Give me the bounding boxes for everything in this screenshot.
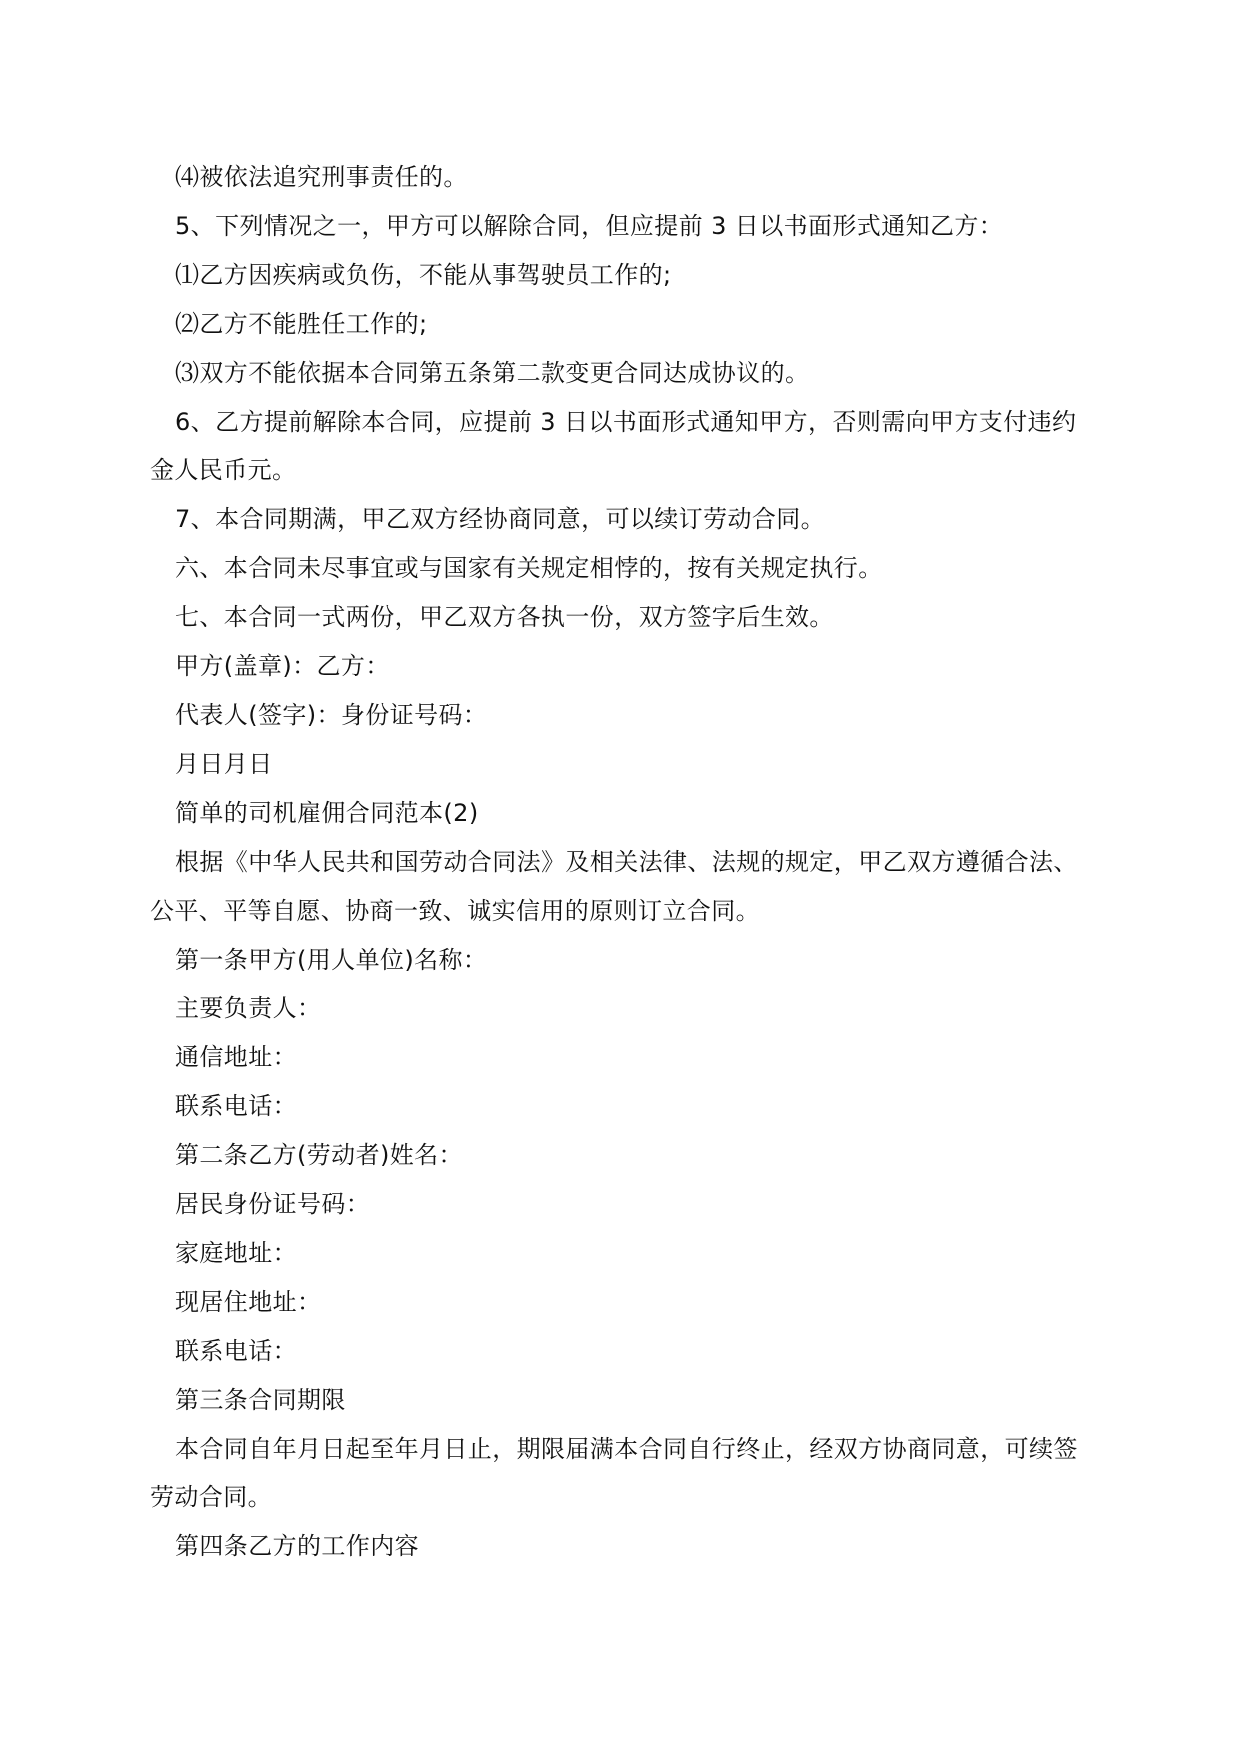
paragraph-section-6: 六、本合同未尽事宜或与国家有关规定相悖的，按有关规定执行。 [175, 554, 883, 583]
paragraph-clause-6: 6、乙方提前解除本合同，应提前 3 日以书面形式通知甲方，否则需向甲方支付违约金人民币元。 [150, 407, 1077, 485]
article-1-employer-name: 第一条甲方(用人单位)名称： [175, 945, 488, 974]
article-4-heading: 第四条乙方的工作内容 [175, 1532, 419, 1561]
paragraph-clause-5-1: ⑴乙方因疾病或负伤，不能从事驾驶员工作的; [175, 260, 672, 289]
field-current-address: 现居住地址： [175, 1287, 322, 1316]
contract-title: 简单的司机雇佣合同范本(2) [175, 798, 479, 827]
paragraph-clause-4-4: ⑷被依法追究刑事责任的。 [175, 163, 468, 191]
paragraph-clause-7: 7、本合同期满，甲乙双方经协商同意，可以续订劳动合同。 [175, 505, 826, 534]
field-mailing-address: 通信地址： [175, 1043, 297, 1072]
article-3-body: 本合同自年月日起至年月日止，期限届满本合同自行终止，经双方协商同意，可续签劳动合同。 [150, 1434, 1078, 1512]
field-home-address: 家庭地址： [175, 1238, 297, 1267]
signature-party-line: 甲方(盖章)：乙方： [175, 652, 390, 681]
document-body [150, 153, 1100, 1571]
signature-date-line: 月日月日 [175, 749, 273, 778]
article-3-heading: 第三条合同期限 [175, 1385, 346, 1414]
article-2-employee-name: 第二条乙方(劳动者)姓名： [175, 1141, 463, 1170]
signature-representative-line: 代表人(签字)：身份证号码： [175, 700, 488, 729]
field-employer-phone: 联系电话： [175, 1092, 297, 1121]
field-employee-phone: 联系电话： [175, 1336, 297, 1365]
contract-preamble: 根据《中华人民共和国劳动合同法》及相关法律、法规的规定，甲乙双方遵循合法、公平、平等自愿、协商一致、诚实信用的原则订立合同。 [150, 847, 1078, 925]
field-id-number: 居民身份证号码： [175, 1190, 371, 1219]
paragraph-section-7: 七、本合同一式两份，甲乙双方各执一份，双方签字后生效。 [175, 603, 834, 632]
paragraph-clause-5: 5、下列情况之一，甲方可以解除合同，但应提前 3 日以书面形式通知乙方： [175, 211, 1004, 240]
paragraph-clause-5-2: ⑵乙方不能胜任工作的; [175, 309, 428, 338]
field-principal: 主要负责人： [175, 994, 322, 1023]
paragraph-clause-5-3: ⑶双方不能依据本合同第五条第二款变更合同达成协议的。 [175, 358, 810, 387]
